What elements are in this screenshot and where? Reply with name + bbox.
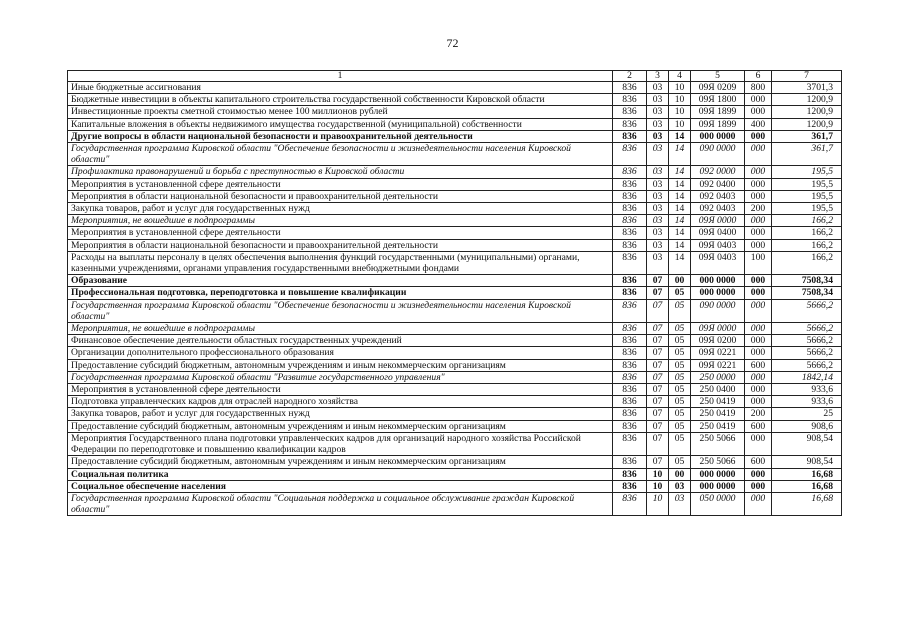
- row-type-cell: 000: [745, 480, 772, 492]
- row-type-cell: 000: [745, 130, 772, 142]
- row-section-cell: 07: [647, 408, 669, 420]
- row-amount-cell: 16,68: [772, 480, 842, 492]
- header-cell: 1: [68, 71, 613, 82]
- table-row: [68, 82, 842, 94]
- row-type-cell: 600: [745, 420, 772, 432]
- row-section-cell: 07: [647, 299, 669, 322]
- row-subsection-cell: 05: [669, 371, 691, 383]
- row-type-cell: 600: [745, 456, 772, 468]
- row-subsection-cell: 10: [669, 106, 691, 118]
- row-subsection-cell: 03: [669, 492, 691, 515]
- row-amount-cell: 195,5: [772, 166, 842, 178]
- table-row: [68, 408, 842, 420]
- row-code-cell: 836: [613, 166, 647, 178]
- row-section-cell: 07: [647, 420, 669, 432]
- row-target-cell: 09Я 1899: [691, 118, 745, 130]
- row-target-cell: 09Я 0400: [691, 227, 745, 239]
- row-section-cell: 03: [647, 239, 669, 251]
- row-target-cell: 250 0400: [691, 384, 745, 396]
- row-name-cell: Предоставление субсидий бюджетным, автономным учреждениям и иным некоммерческим организациям: [68, 420, 613, 432]
- row-amount-cell: 166,2: [772, 239, 842, 251]
- row-name-cell: Закупка товаров, работ и услуг для государственных нужд: [68, 408, 613, 420]
- row-code-cell: 836: [613, 190, 647, 202]
- row-target-cell: 09Я 0000: [691, 323, 745, 335]
- row-target-cell: 09Я 0403: [691, 251, 745, 274]
- row-type-cell: 000: [745, 323, 772, 335]
- row-target-cell: 000 0000: [691, 275, 745, 287]
- row-code-cell: 836: [613, 118, 647, 130]
- row-name-cell: Образование: [68, 275, 613, 287]
- table-body: [68, 71, 842, 516]
- row-target-cell: 050 0000: [691, 492, 745, 515]
- row-code-cell: 836: [613, 275, 647, 287]
- row-amount-cell: 16,68: [772, 468, 842, 480]
- row-amount-cell: 908,54: [772, 456, 842, 468]
- row-section-cell: 03: [647, 190, 669, 202]
- row-subsection-cell: 14: [669, 203, 691, 215]
- table-row: [68, 299, 842, 322]
- row-target-cell: 09Я 0209: [691, 82, 745, 94]
- row-type-cell: 400: [745, 118, 772, 130]
- row-amount-cell: 933,6: [772, 396, 842, 408]
- row-section-cell: 03: [647, 106, 669, 118]
- row-subsection-cell: 14: [669, 178, 691, 190]
- row-name-cell: Мероприятия в области национальной безопасности и правоохранительной деятельности: [68, 239, 613, 251]
- row-section-cell: 10: [647, 492, 669, 515]
- row-type-cell: 000: [745, 143, 772, 166]
- budget-table: [67, 70, 842, 516]
- row-subsection-cell: 14: [669, 130, 691, 142]
- row-subsection-cell: 14: [669, 239, 691, 251]
- table-row: [68, 468, 842, 480]
- row-name-cell: Мероприятия Государственного плана подготовки управленческих кадров для организаций народного хозяйства Российской Федерации по переподготовке и повышению квалификации кадров: [68, 432, 613, 455]
- row-code-cell: 836: [613, 178, 647, 190]
- row-amount-cell: 3701,3: [772, 82, 842, 94]
- row-section-cell: 03: [647, 82, 669, 94]
- row-name-cell: Мероприятия в установленной сфере деятельности: [68, 384, 613, 396]
- row-amount-cell: 1200,9: [772, 118, 842, 130]
- row-code-cell: 836: [613, 371, 647, 383]
- row-subsection-cell: 14: [669, 215, 691, 227]
- table-row: [68, 118, 842, 130]
- table-row: [68, 384, 842, 396]
- row-section-cell: 07: [647, 396, 669, 408]
- row-type-cell: 000: [745, 396, 772, 408]
- row-subsection-cell: 14: [669, 190, 691, 202]
- row-section-cell: 07: [647, 347, 669, 359]
- row-name-cell: Организации дополнительного профессионального образования: [68, 347, 613, 359]
- row-section-cell: 03: [647, 227, 669, 239]
- row-type-cell: 000: [745, 287, 772, 299]
- row-amount-cell: 908,6: [772, 420, 842, 432]
- row-subsection-cell: 10: [669, 82, 691, 94]
- table-row: [68, 323, 842, 335]
- row-code-cell: 836: [613, 384, 647, 396]
- row-name-cell: Профилактика правонарушений и борьба с преступностью в Кировской области: [68, 166, 613, 178]
- row-section-cell: 03: [647, 215, 669, 227]
- row-subsection-cell: 14: [669, 251, 691, 274]
- table-row: [68, 106, 842, 118]
- row-subsection-cell: 10: [669, 94, 691, 106]
- row-type-cell: 000: [745, 492, 772, 515]
- row-amount-cell: 908,54: [772, 432, 842, 455]
- row-code-cell: 836: [613, 143, 647, 166]
- row-section-cell: 07: [647, 456, 669, 468]
- row-section-cell: 07: [647, 287, 669, 299]
- row-target-cell: 090 0000: [691, 299, 745, 322]
- table-row: [68, 347, 842, 359]
- header-cell: 2: [613, 71, 647, 82]
- row-subsection-cell: 05: [669, 323, 691, 335]
- row-code-cell: 836: [613, 251, 647, 274]
- row-name-cell: Мероприятия в установленной сфере деятельности: [68, 178, 613, 190]
- row-name-cell: Мероприятия в установленной сфере деятельности: [68, 227, 613, 239]
- row-target-cell: 09Я 1899: [691, 106, 745, 118]
- row-code-cell: 836: [613, 299, 647, 322]
- row-subsection-cell: 05: [669, 335, 691, 347]
- row-code-cell: 836: [613, 335, 647, 347]
- row-code-cell: 836: [613, 227, 647, 239]
- row-subsection-cell: 00: [669, 468, 691, 480]
- row-section-cell: 03: [647, 166, 669, 178]
- row-type-cell: 800: [745, 82, 772, 94]
- row-target-cell: 092 0403: [691, 190, 745, 202]
- row-amount-cell: 166,2: [772, 227, 842, 239]
- row-type-cell: 000: [745, 335, 772, 347]
- row-section-cell: 07: [647, 384, 669, 396]
- row-type-cell: 200: [745, 408, 772, 420]
- header-cell: 7: [772, 71, 842, 82]
- row-name-cell: Государственная программа Кировской области "Социальная поддержка и социальное обслуживание граждан Кировской области": [68, 492, 613, 515]
- header-row: [68, 71, 842, 82]
- table-row: [68, 287, 842, 299]
- row-code-cell: 836: [613, 396, 647, 408]
- row-target-cell: 250 5066: [691, 456, 745, 468]
- row-code-cell: 836: [613, 359, 647, 371]
- row-section-cell: 07: [647, 335, 669, 347]
- table-row: [68, 215, 842, 227]
- row-amount-cell: 7508,34: [772, 287, 842, 299]
- row-code-cell: 836: [613, 420, 647, 432]
- row-name-cell: Бюджетные инвестиции в объекты капитального строительства государственной собственности Кировской области: [68, 94, 613, 106]
- row-subsection-cell: 05: [669, 347, 691, 359]
- table-row: [68, 239, 842, 251]
- row-target-cell: 000 0000: [691, 480, 745, 492]
- row-amount-cell: 361,7: [772, 143, 842, 166]
- page-number: 72: [446, 36, 459, 50]
- row-name-cell: Мероприятия в области национальной безопасности и правоохранительной деятельности: [68, 190, 613, 202]
- row-subsection-cell: 14: [669, 227, 691, 239]
- row-section-cell: 07: [647, 432, 669, 455]
- row-target-cell: 092 0403: [691, 203, 745, 215]
- row-code-cell: 836: [613, 468, 647, 480]
- row-amount-cell: 361,7: [772, 130, 842, 142]
- table-row: [68, 456, 842, 468]
- row-amount-cell: 5666,2: [772, 323, 842, 335]
- table-row: [68, 492, 842, 515]
- row-type-cell: 000: [745, 239, 772, 251]
- row-target-cell: 090 0000: [691, 143, 745, 166]
- row-code-cell: 836: [613, 323, 647, 335]
- row-name-cell: Государственная программа Кировской области "Обеспечение безопасности и жизнедеятельности населения Кировской области": [68, 299, 613, 322]
- header-cell: 4: [669, 71, 691, 82]
- row-amount-cell: 933,6: [772, 384, 842, 396]
- row-type-cell: 000: [745, 106, 772, 118]
- row-name-cell: Государственная программа Кировской области "Обеспечение безопасности и жизнедеятельности населения Кировской области": [68, 143, 613, 166]
- row-amount-cell: 195,5: [772, 203, 842, 215]
- table-row: [68, 420, 842, 432]
- row-subsection-cell: 05: [669, 299, 691, 322]
- row-code-cell: 836: [613, 203, 647, 215]
- row-type-cell: 000: [745, 347, 772, 359]
- table-row: [68, 359, 842, 371]
- row-subsection-cell: 14: [669, 143, 691, 166]
- row-name-cell: Мероприятия, не вошедшие в подпрограммы: [68, 215, 613, 227]
- row-name-cell: Мероприятия, не вошедшие в подпрограммы: [68, 323, 613, 335]
- row-section-cell: 03: [647, 251, 669, 274]
- row-target-cell: 000 0000: [691, 287, 745, 299]
- row-subsection-cell: 05: [669, 396, 691, 408]
- table-row: [68, 251, 842, 274]
- row-type-cell: 000: [745, 384, 772, 396]
- row-name-cell: Капитальные вложения в объекты недвижимого имущества государственной (муниципальной) собственности: [68, 118, 613, 130]
- row-code-cell: 836: [613, 347, 647, 359]
- row-code-cell: 836: [613, 492, 647, 515]
- row-type-cell: 200: [745, 203, 772, 215]
- row-section-cell: 07: [647, 275, 669, 287]
- header-cell: 3: [647, 71, 669, 82]
- row-section-cell: 10: [647, 468, 669, 480]
- row-name-cell: Инвестиционные проекты сметной стоимостью менее 100 миллионов рублей: [68, 106, 613, 118]
- row-subsection-cell: 05: [669, 432, 691, 455]
- row-amount-cell: 7508,34: [772, 275, 842, 287]
- row-type-cell: 000: [745, 166, 772, 178]
- table-row: [68, 275, 842, 287]
- row-target-cell: 250 5066: [691, 432, 745, 455]
- row-target-cell: 09Я 0221: [691, 359, 745, 371]
- row-subsection-cell: 14: [669, 166, 691, 178]
- row-target-cell: 09Я 0200: [691, 335, 745, 347]
- table-row: [68, 178, 842, 190]
- row-name-cell: Подготовка управленческих кадров для отраслей народного хозяйства: [68, 396, 613, 408]
- row-target-cell: 09Я 0000: [691, 215, 745, 227]
- table-row: [68, 335, 842, 347]
- row-amount-cell: 5666,2: [772, 335, 842, 347]
- row-section-cell: 07: [647, 371, 669, 383]
- row-section-cell: 03: [647, 118, 669, 130]
- row-section-cell: 03: [647, 130, 669, 142]
- table-row: [68, 371, 842, 383]
- row-subsection-cell: 03: [669, 480, 691, 492]
- row-section-cell: 07: [647, 359, 669, 371]
- row-section-cell: 03: [647, 143, 669, 166]
- row-subsection-cell: 05: [669, 420, 691, 432]
- row-name-cell: Финансовое обеспечение деятельности областных государственных учреждений: [68, 335, 613, 347]
- row-code-cell: 836: [613, 215, 647, 227]
- row-name-cell: Закупка товаров, работ и услуг для государственных нужд: [68, 203, 613, 215]
- row-subsection-cell: 05: [669, 287, 691, 299]
- row-code-cell: 836: [613, 408, 647, 420]
- row-name-cell: Государственная программа Кировской области "Развитие государственного управления": [68, 371, 613, 383]
- row-amount-cell: 1200,9: [772, 106, 842, 118]
- row-target-cell: 092 0400: [691, 178, 745, 190]
- row-subsection-cell: 05: [669, 359, 691, 371]
- row-type-cell: 000: [745, 178, 772, 190]
- row-name-cell: Иные бюджетные ассигнования: [68, 82, 613, 94]
- table-row: [68, 94, 842, 106]
- table-row: [68, 166, 842, 178]
- row-type-cell: 000: [745, 275, 772, 287]
- table-row: [68, 396, 842, 408]
- row-amount-cell: 5666,2: [772, 359, 842, 371]
- row-target-cell: 250 0000: [691, 371, 745, 383]
- header-cell: 5: [691, 71, 745, 82]
- table-row: [68, 432, 842, 455]
- row-type-cell: 000: [745, 371, 772, 383]
- row-section-cell: 03: [647, 203, 669, 215]
- table-row: [68, 203, 842, 215]
- row-target-cell: 250 0419: [691, 420, 745, 432]
- row-amount-cell: 166,2: [772, 215, 842, 227]
- table-row: [68, 130, 842, 142]
- row-code-cell: 836: [613, 456, 647, 468]
- row-code-cell: 836: [613, 239, 647, 251]
- row-amount-cell: 195,5: [772, 190, 842, 202]
- row-type-cell: 000: [745, 190, 772, 202]
- row-subsection-cell: 10: [669, 118, 691, 130]
- row-section-cell: 07: [647, 323, 669, 335]
- row-subsection-cell: 05: [669, 456, 691, 468]
- row-section-cell: 03: [647, 178, 669, 190]
- row-target-cell: 09Я 0221: [691, 347, 745, 359]
- row-target-cell: 09Я 1800: [691, 94, 745, 106]
- row-subsection-cell: 05: [669, 408, 691, 420]
- row-section-cell: 03: [647, 94, 669, 106]
- row-type-cell: 000: [745, 432, 772, 455]
- row-amount-cell: 25: [772, 408, 842, 420]
- row-name-cell: Расходы на выплаты персоналу в целях обеспечения выполнения функций государственными (муниципальными) органами, казенными учреждениями, органами управления государственными внебюджетными фондами: [68, 251, 613, 274]
- row-type-cell: 100: [745, 251, 772, 274]
- row-target-cell: 000 0000: [691, 468, 745, 480]
- row-name-cell: Другие вопросы в области национальной безопасности и правоохранительной деятельности: [68, 130, 613, 142]
- row-type-cell: 000: [745, 94, 772, 106]
- row-subsection-cell: 05: [669, 384, 691, 396]
- row-amount-cell: 1842,14: [772, 371, 842, 383]
- row-amount-cell: 195,5: [772, 178, 842, 190]
- row-name-cell: Социальное обеспечение населения: [68, 480, 613, 492]
- row-type-cell: 000: [745, 468, 772, 480]
- row-type-cell: 000: [745, 215, 772, 227]
- row-code-cell: 836: [613, 106, 647, 118]
- row-code-cell: 836: [613, 130, 647, 142]
- row-amount-cell: 166,2: [772, 251, 842, 274]
- row-code-cell: 836: [613, 432, 647, 455]
- row-code-cell: 836: [613, 287, 647, 299]
- table-row: [68, 480, 842, 492]
- row-section-cell: 10: [647, 480, 669, 492]
- row-code-cell: 836: [613, 94, 647, 106]
- row-target-cell: 000 0000: [691, 130, 745, 142]
- row-code-cell: 836: [613, 82, 647, 94]
- row-target-cell: 250 0419: [691, 396, 745, 408]
- row-type-cell: 000: [745, 299, 772, 322]
- row-subsection-cell: 00: [669, 275, 691, 287]
- row-name-cell: Предоставление субсидий бюджетным, автономным учреждениям и иным некоммерческим организациям: [68, 456, 613, 468]
- row-target-cell: 092 0000: [691, 166, 745, 178]
- row-type-cell: 000: [745, 227, 772, 239]
- row-name-cell: Социальная политика: [68, 468, 613, 480]
- table-row: [68, 227, 842, 239]
- row-code-cell: 836: [613, 480, 647, 492]
- row-amount-cell: 5666,2: [772, 347, 842, 359]
- row-target-cell: 09Я 0403: [691, 239, 745, 251]
- header-cell: 6: [745, 71, 772, 82]
- row-amount-cell: 1200,9: [772, 94, 842, 106]
- row-type-cell: 600: [745, 359, 772, 371]
- table-row: [68, 143, 842, 166]
- table-row: [68, 190, 842, 202]
- row-amount-cell: 5666,2: [772, 299, 842, 322]
- row-target-cell: 250 0419: [691, 408, 745, 420]
- row-amount-cell: 16,68: [772, 492, 842, 515]
- row-name-cell: Предоставление субсидий бюджетным, автономным учреждениям и иным некоммерческим организациям: [68, 359, 613, 371]
- row-name-cell: Профессиональная подготовка, переподготовка и повышение квалификации: [68, 287, 613, 299]
